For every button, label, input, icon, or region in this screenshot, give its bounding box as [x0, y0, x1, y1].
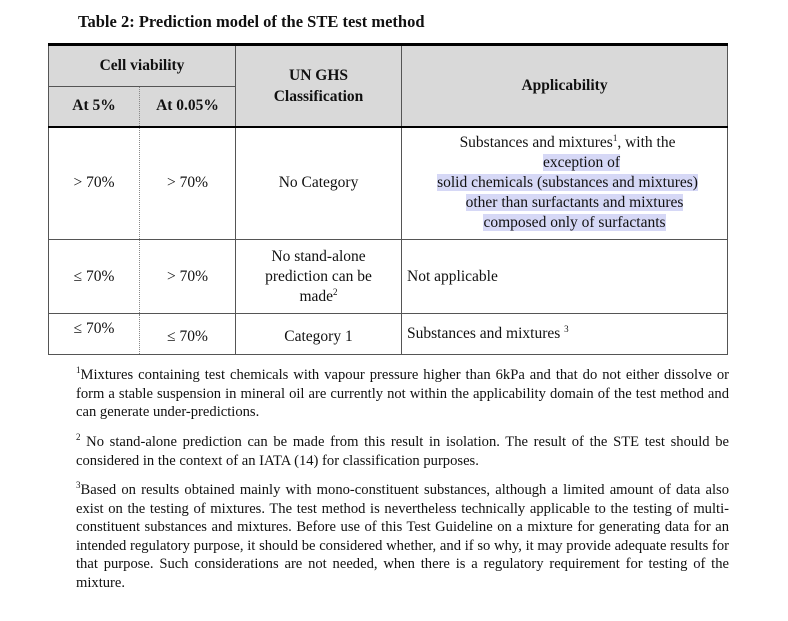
prediction-model-table — [48, 43, 728, 355]
at5-value: ≤ 70% — [49, 240, 140, 314]
appl-line-5: composed only of surfactants — [483, 214, 666, 232]
footnote-1: $^1$Mixtures containing test chemicals with vapour pressure higher than 6kPa and that do not either dissolve or form a stable suspension in mineral oil are currently not within the applicability domain of the test method and can generate under-predictions. — [76, 365, 729, 420]
table-row — [49, 314, 728, 355]
applicability-value: Substances and mixtures $^3$ — [402, 314, 728, 355]
at005-value: > 70% — [140, 127, 236, 240]
footnote-3: $^3$Based on results obtained mainly with mono-constituent substances, although a limited amount of data also exist on the testing of mixtures. The test method is nevertheless technically applicable to the testing of multi-constituent substances and mixtures. Before use of this Test Guideline on a mixture for generating data for an intended regulatory purpose, it should be considered whether, and if so why, it may provide adequate results for that purpose. Such considerations are not needed, when there is a regulatory requirement for testing of the mixture. — [76, 480, 729, 591]
appl-line-4: other than surfactants and mixtures — [465, 194, 684, 212]
at5-value: > 70% — [49, 127, 140, 240]
at005-value: > 70% — [140, 240, 236, 314]
ghs-value: Category 1 — [236, 314, 402, 355]
applicability-value — [402, 127, 728, 240]
ghs-header-label: UN GHS Classification — [273, 66, 364, 105]
at-5-header: At 5% — [49, 87, 140, 127]
at5-value: ≤ 70% — [49, 314, 140, 355]
ghs-value: No stand-alone prediction can be made$^2$ — [236, 240, 402, 314]
applicability-header: Applicability — [402, 45, 728, 127]
appl-line-1: Substances and mixtures$^1$, with the — [459, 133, 676, 152]
ghs-value: No Category — [236, 127, 402, 240]
appl-line-2: exception of — [542, 154, 621, 172]
table-title: Table 2: Prediction model of the STE test method — [78, 12, 425, 31]
cell-viability-header: Cell viability — [49, 45, 236, 87]
table-row — [49, 127, 728, 240]
appl-line-3: solid chemicals (substances and mixtures) — [437, 174, 698, 192]
at-005-header: At 0.05% — [140, 87, 236, 127]
table-row — [49, 240, 728, 314]
applicability-value: Not applicable — [402, 240, 728, 314]
footnote-2: $^2$ No stand-alone prediction can be made from this result in isolation. The result of the STE test should be considered in the context of an IATA (14) for classification purposes. — [76, 432, 729, 469]
at005-value: ≤ 70% — [140, 314, 236, 355]
ghs-header — [236, 45, 402, 127]
